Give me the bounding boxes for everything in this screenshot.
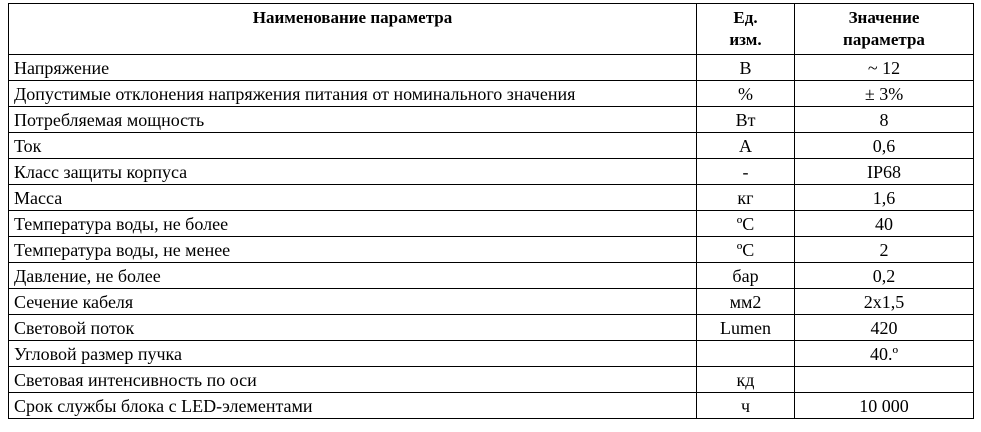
unit-cell (697, 341, 795, 367)
value-cell: ~ 12 (795, 55, 974, 81)
table-row (9, 393, 974, 419)
table-row (9, 367, 974, 393)
unit-cell: Вт (697, 107, 795, 133)
value-cell: 40.º (795, 341, 974, 367)
value-cell: 420 (795, 315, 974, 341)
param-cell: Давление, не более (9, 263, 697, 289)
header-unit (697, 4, 795, 55)
param-cell: Класс защиты корпуса (9, 159, 697, 185)
header-unit-line2: изм. (729, 30, 762, 49)
value-cell: 1,6 (795, 185, 974, 211)
header-value (795, 4, 974, 55)
param-cell: Допустимые отклонения напряжения питания от номинального значения (9, 81, 697, 107)
value-cell: 0,2 (795, 263, 974, 289)
param-cell: Срок службы блока с LED-элементами (9, 393, 697, 419)
unit-cell: В (697, 55, 795, 81)
header-value-line1: Значение (848, 8, 920, 27)
unit-cell: ºС (697, 237, 795, 263)
param-cell: Температура воды, не более (9, 211, 697, 237)
value-cell: 8 (795, 107, 974, 133)
param-cell: Сечение кабеля (9, 289, 697, 315)
table-row (9, 315, 974, 341)
table-row (9, 55, 974, 81)
param-cell: Потребляемая мощность (9, 107, 697, 133)
value-cell: 2х1,5 (795, 289, 974, 315)
header-value-line2: параметра (843, 30, 925, 49)
unit-cell: % (697, 81, 795, 107)
unit-cell: - (697, 159, 795, 185)
unit-cell: кг (697, 185, 795, 211)
table-row (9, 237, 974, 263)
unit-cell: бар (697, 263, 795, 289)
value-cell: 0,6 (795, 133, 974, 159)
value-cell: 40 (795, 211, 974, 237)
param-cell: Ток (9, 133, 697, 159)
table-row (9, 81, 974, 107)
param-cell: Масса (9, 185, 697, 211)
header-unit-line1: Ед. (733, 8, 758, 27)
table-row (9, 263, 974, 289)
unit-cell: А (697, 133, 795, 159)
value-cell: 2 (795, 237, 974, 263)
table-row (9, 185, 974, 211)
unit-cell: мм2 (697, 289, 795, 315)
table-row (9, 341, 974, 367)
value-cell: ± 3% (795, 81, 974, 107)
value-cell: 10 000 (795, 393, 974, 419)
value-cell: IP68 (795, 159, 974, 185)
table-row (9, 211, 974, 237)
spec-table (8, 3, 974, 419)
param-cell: Напряжение (9, 55, 697, 81)
unit-cell: ч (697, 393, 795, 419)
param-cell: Угловой размер пучка (9, 341, 697, 367)
param-cell: Световой поток (9, 315, 697, 341)
table-row (9, 159, 974, 185)
table-row (9, 107, 974, 133)
table-header-row (9, 4, 974, 55)
table-row (9, 289, 974, 315)
param-cell: Температура воды, не менее (9, 237, 697, 263)
param-cell: Световая интенсивность по оси (9, 367, 697, 393)
table-row (9, 133, 974, 159)
unit-cell: ºС (697, 211, 795, 237)
unit-cell: кд (697, 367, 795, 393)
unit-cell: Lumen (697, 315, 795, 341)
value-cell (795, 367, 974, 393)
header-parameter: Наименование параметра (9, 4, 697, 55)
